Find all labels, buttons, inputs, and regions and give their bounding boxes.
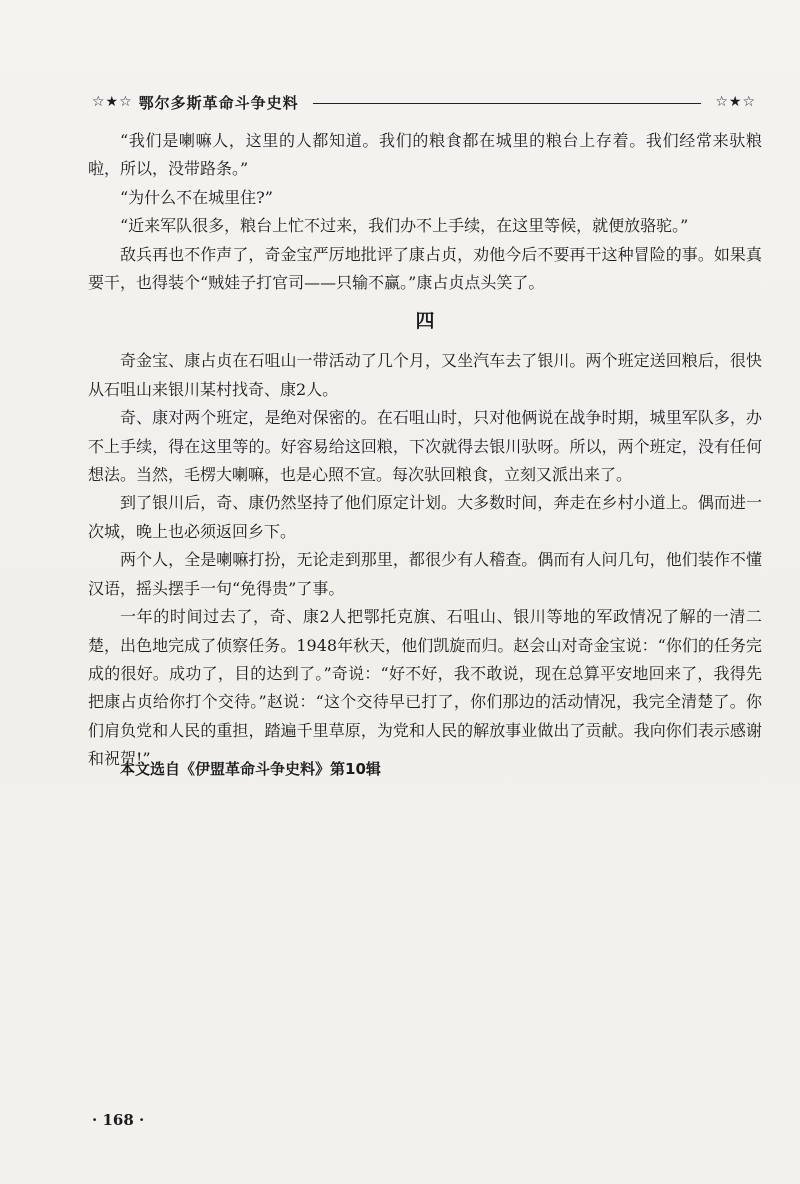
page-number: · 168 · <box>92 1111 145 1129</box>
paragraph: 到了银川后，奇、康仍然坚持了他们原定计划。大多数时间，奔走在乡村小道上。偶而进一次城，晚上也必须返回乡下。 <box>88 493 762 541</box>
header-rule <box>313 103 702 104</box>
paragraph: 两个人，全是喇嘛打扮，无论走到那里，都很少有人稽查。偶而有人问几句，他们装作不懂汉语，摇头摆手一句“免得贵”了事。 <box>88 550 762 598</box>
paragraph: 一年的时间过去了，奇、康2人把鄂托克旗、石咀山、银川等地的军政情况了解的一清二楚，出色地完成了侦察任务。1948年秋天，他们凯旋而归。赵会山对奇金宝说：“你们的任务完成的很好。成功了，目的达到了。”奇说：“好不好，我不敢说，现在总算平安地回来了，我得先把康占贞给你打个交待。”赵说：“这个交待早已打了，你们那边的活动情况，我完全清楚了。你们肩负党和人民的重担，踏遍千里草原，为党和人民的解放事业做出了贡献。我向你们表示感谢和祝贺!” <box>88 607 762 769</box>
paragraph: “我们是喇嘛人，这里的人都知道。我们的粮食都在城里的粮台上存着。我们经常来驮粮啦，所以，没带路条。” <box>88 131 762 179</box>
header-stars-left-icon: ☆★☆ <box>92 94 133 110</box>
body-text <box>88 127 762 774</box>
header-stars-right-icon: ☆★☆ <box>715 94 756 110</box>
paragraph: “为什么不在城里住?” <box>120 187 273 207</box>
header-title: 鄂尔多斯革命斗争史料 <box>138 93 299 112</box>
section-heading: 四 <box>415 310 435 333</box>
paragraph: 奇、康对两个班定，是绝对保密的。在石咀山时，只对他俩说在战争时期，城里军队多，办不上手续，得在这里等的。好容易给这回粮，下次就得去银川驮呀。所以，两个班定，没有任何想法。当然，毛楞大喇嘛，也是心照不宣。每次驮回粮食，立刻又派出来了。 <box>88 408 762 485</box>
paragraph: 奇金宝、康占贞在石咀山一带活动了几个月，又坐汽车去了银川。两个班定送回粮后，很快从石咀山来银川某村找奇、康2人。 <box>88 351 762 399</box>
paragraph: 敌兵再也不作声了，奇金宝严厉地批评了康占贞，劝他今后不要再干这种冒险的事。如果真要干，也得装个“贼娃子打官司——只输不赢。”康占贞点头笑了。 <box>88 244 762 293</box>
running-header <box>92 90 756 114</box>
source-citation: 本文选自《伊盟革命斗争史料》第10辑 <box>120 760 381 778</box>
paragraph: “近来军队很多，粮台上忙不过来，我们办不上手续，在这里等候，就便放骆驼。” <box>120 216 689 236</box>
